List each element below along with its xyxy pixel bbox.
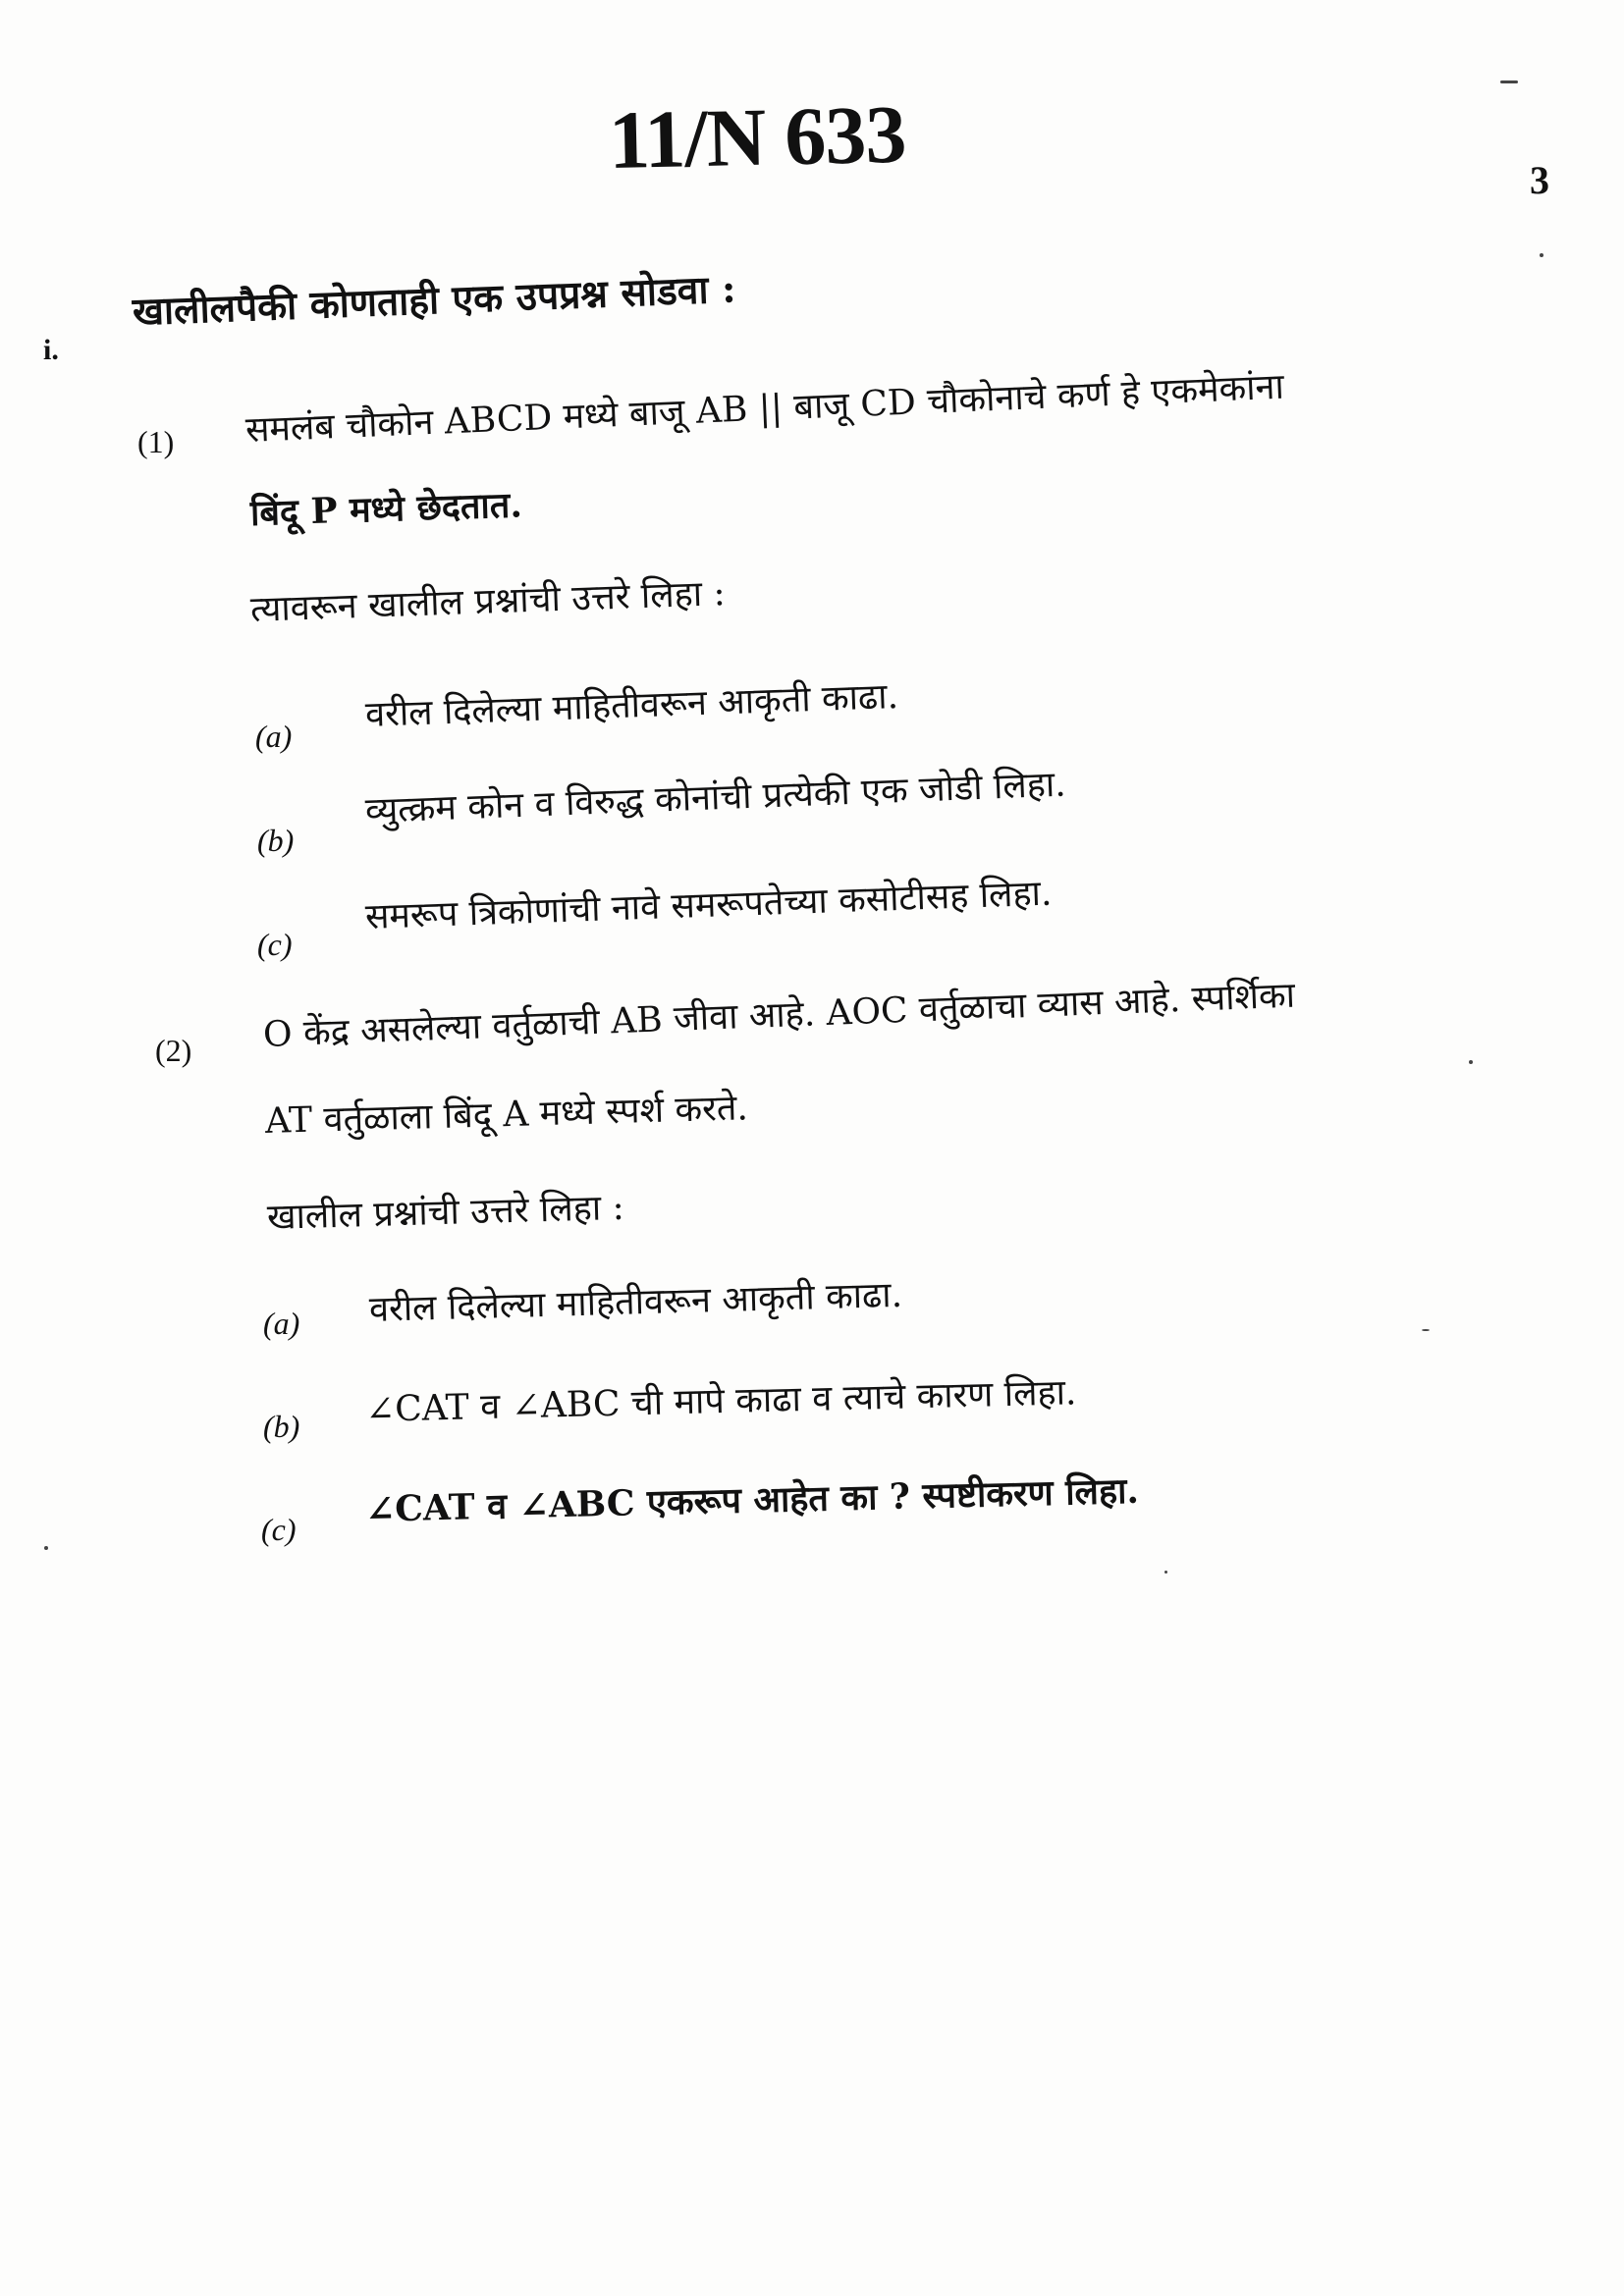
part-1-line-1: समलंब चौकोन ABCD मध्ये बाजू AB || बाजू CD चौकोनाचे कर्ण हे एकमेकांना (244, 366, 1285, 451)
part-2-number: (2) (155, 1033, 192, 1068)
part-2-sub-a-letter: (a) (263, 1306, 300, 1341)
part-1-sub-c-letter: (c) (257, 927, 293, 962)
page-number: 3 (1530, 158, 1549, 202)
part-2-sub-c-letter: (c) (261, 1512, 297, 1547)
part-2-line-3: खालील प्रश्नांची उत्तरे लिहा : (266, 1187, 625, 1238)
part-1-sub-a-letter: (a) (255, 719, 293, 754)
part-1-line-3: त्यावरून खालील प्रश्नांची उत्तरे लिहा : (249, 573, 727, 630)
part-2-sub-b-letter: (b) (263, 1409, 300, 1444)
part-2-line-1: O केंद्र असलेल्या वर्तुळाची AB जीवा आहे. AOC वर्तुळाचा व्यास आहे. स्पर्शिका (262, 975, 1296, 1055)
part-2-line-2: AT वर्तुळाला बिंदू A मध्ये स्पर्श करते. (264, 1088, 749, 1142)
question-marker: i. (43, 334, 59, 366)
part-2-sub-c-text: ∠CAT व ∠ABC एकरूप आहेत का ? स्पष्टीकरण लिहा. (364, 1469, 1140, 1530)
scan-speck (44, 1546, 48, 1550)
part-2-sub-a-text: वरील दिलेल्या माहितीवरून आकृती काढा. (368, 1274, 903, 1330)
part-1-sub-a-text: वरील दिलेल्या माहितीवरून आकृती काढा. (364, 676, 899, 735)
question-instruction: खालीलपैकी कोणताही एक उपप्रश्न सोडवा : (132, 266, 737, 335)
part-1-number: (1) (137, 424, 175, 459)
paper-code: 11/N 633 (608, 88, 907, 187)
part-1-sub-b-text: व्युत्क्रम कोन व विरुद्ध कोनांची प्रत्येकी एक जोडी लिहा. (364, 764, 1067, 831)
scan-speck (1422, 1329, 1430, 1331)
part-1-sub-c-text: समरूप त्रिकोणांची नावे समरूपतेच्या कसोटीसह लिहा. (364, 873, 1053, 937)
scan-speck (1469, 1060, 1473, 1064)
part-1-sub-b-letter: (b) (257, 823, 295, 858)
scan-speck (1500, 80, 1518, 83)
part-2-sub-b-text: ∠CAT व ∠ABC ची मापे काढा व त्याचे कारण लिहा. (364, 1372, 1077, 1430)
part-1-line-2: बिंदू P मध्ये छेदतात. (249, 484, 523, 534)
scan-speck (1540, 253, 1543, 257)
scan-speck (1164, 1571, 1167, 1574)
